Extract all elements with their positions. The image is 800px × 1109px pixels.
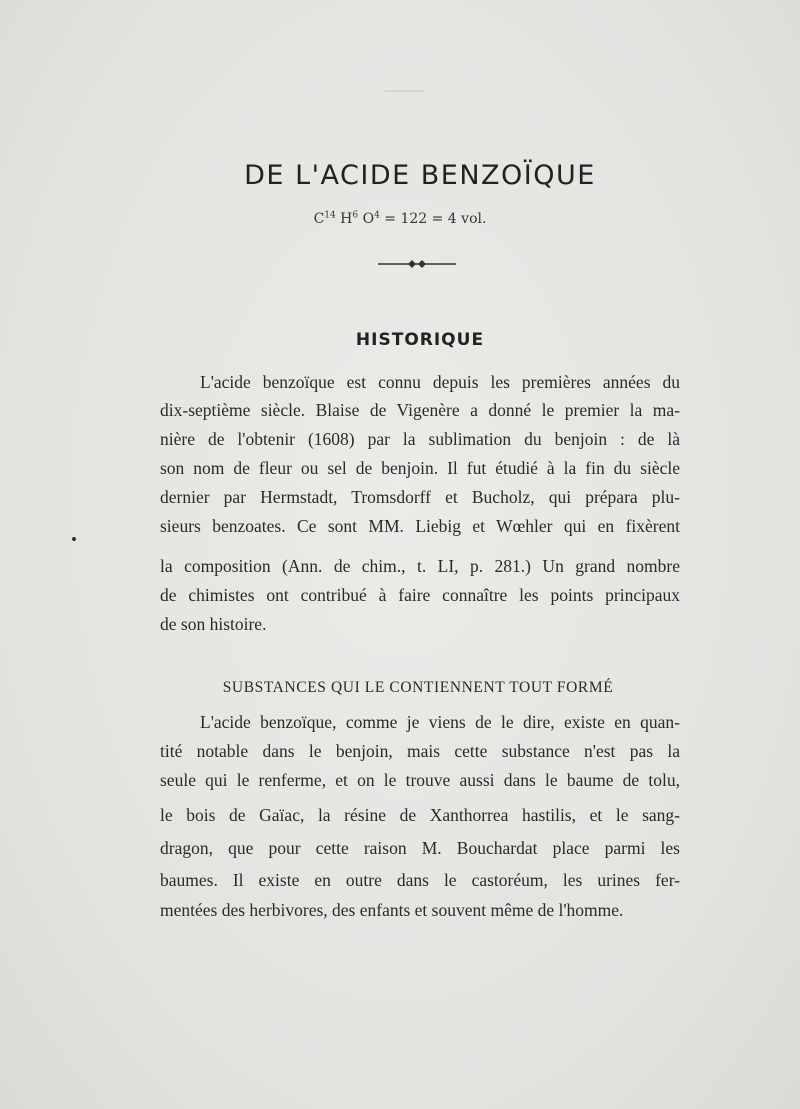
text-line: sieurs benzoates. Ce sont MM. Liebig et Wœhler qui en fixèrent xyxy=(160,516,680,536)
text-line: la composition (Ann. de chim., t. LI, p. 281.) Un grand nombre xyxy=(160,556,680,576)
text-line: L'acide benzoïque est connu depuis les premières années du xyxy=(200,372,680,392)
text-line: de chimistes ont contribué à faire connaître les points principaux xyxy=(160,585,680,605)
chemical-formula xyxy=(0,211,800,227)
text-line: le bois de Gaïac, la résine de Xanthorrea hastilis, et le sang- xyxy=(160,805,680,825)
formula-carbon: C xyxy=(313,211,325,227)
text-line: mentées des herbivores, des enfants et souvent même de l'homme. xyxy=(160,900,624,920)
text-line: son nom de fleur ou sel de benjoin. Il fut étudié à la fin du siècle xyxy=(160,458,680,478)
section-heading-substances: SUBSTANCES QUI LE CONTIENNENT TOUT FORMÉ xyxy=(222,679,614,696)
formula-equivalents: = 122 = 4 vol. xyxy=(379,211,487,227)
page-title: DE L'ACIDE BENZOÏQUE xyxy=(244,160,596,191)
formula-oxygen: O xyxy=(358,211,375,227)
formula-oxygen-index: 4 xyxy=(374,210,380,221)
margin-dot xyxy=(72,537,76,541)
formula-carbon-index: 14 xyxy=(324,210,336,221)
text-line: tité notable dans le benjoin, mais cette substance n'est pas la xyxy=(160,741,680,761)
text-line: dix-septième siècle. Blaise de Vigenère a donné le premier la ma- xyxy=(160,400,680,420)
text-line: de son histoire. xyxy=(160,614,267,634)
bleed-through-mark xyxy=(385,90,425,92)
ornament-divider xyxy=(378,256,456,272)
text-line: seule qui le renferme, et on le trouve aussi dans le baume de tolu, xyxy=(160,770,680,790)
formula-hydrogen-index: 6 xyxy=(352,210,359,221)
text-line: L'acide benzoïque, comme je viens de le dire, existe en quan- xyxy=(200,712,680,732)
section-heading-historique: HISTORIQUE xyxy=(355,330,485,350)
text-line: baumes. Il existe en outre dans le castoréum, les urines fer- xyxy=(160,870,680,890)
text-line: dragon, que pour cette raison M. Bouchardat place parmi les xyxy=(160,838,680,858)
formula-hydrogen: H xyxy=(335,211,353,227)
text-line: nière de l'obtenir (1608) par la sublimation du benjoin : de là xyxy=(160,429,680,449)
text-line: dernier par Hermstadt, Tromsdorff et Bucholz, qui prépara plu- xyxy=(160,487,680,507)
